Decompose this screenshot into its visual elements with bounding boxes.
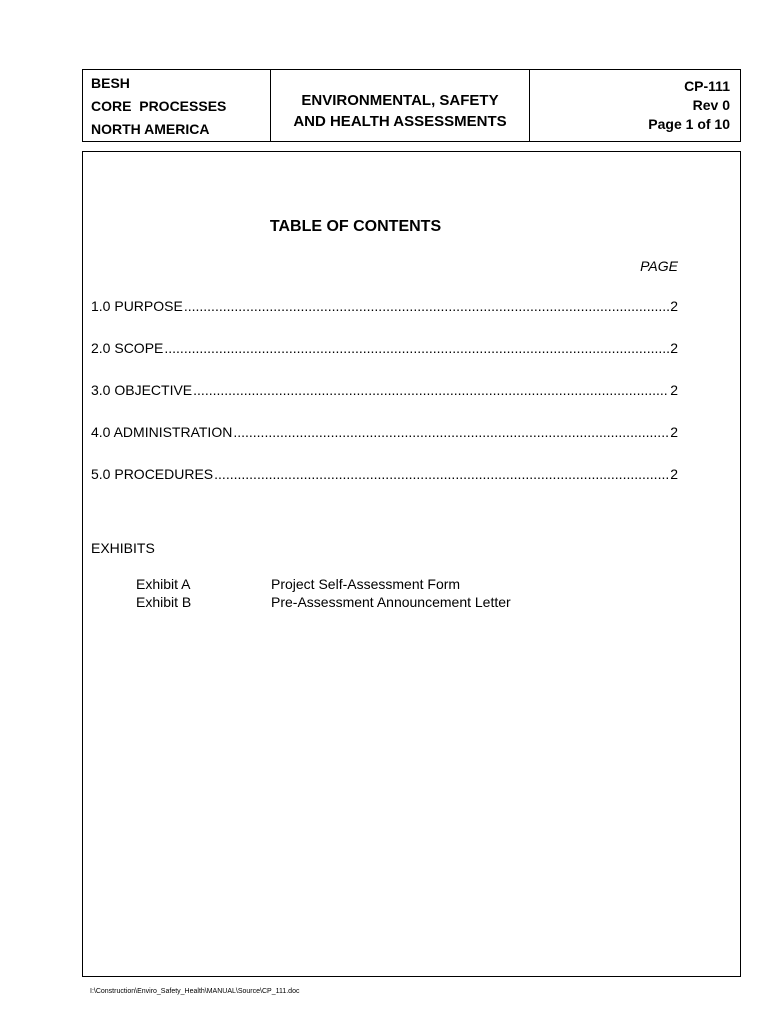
header-org-line: CORE PROCESSES (91, 98, 227, 114)
header-doc-info (530, 70, 740, 141)
exhibit-id: Exhibit A (136, 576, 191, 592)
exhibit-item (136, 593, 511, 611)
content-frame (82, 151, 741, 977)
toc-entry-page: 2 (670, 382, 678, 398)
toc-entry-label: 1.0 PURPOSE (91, 298, 183, 314)
toc-entry-page: 2 (670, 466, 678, 482)
toc-list (91, 298, 678, 508)
doc-page-info: Page 1 of 10 (648, 116, 730, 132)
document-header (82, 69, 741, 142)
toc-leader-dots (193, 382, 669, 398)
doc-revision: Rev 0 (692, 97, 730, 113)
toc-entry[interactable] (91, 298, 678, 340)
toc-leader-dots (164, 340, 669, 356)
header-org-line: NORTH AMERICA (91, 121, 210, 137)
toc-entry-page: 2 (670, 424, 678, 440)
header-organization (83, 70, 271, 141)
toc-leader-dots (233, 424, 669, 440)
toc-page-column-label: PAGE (640, 258, 678, 274)
toc-entry-page: 2 (670, 298, 678, 314)
header-title (271, 70, 530, 141)
toc-entry[interactable] (91, 424, 678, 466)
exhibit-title: Pre-Assessment Announcement Letter (271, 594, 511, 610)
footer-file-path: I:\Construction\Enviro_Safety_Health\MANUAL\Source\CP_111.doc (90, 988, 300, 995)
toc-entry-label: 5.0 PROCEDURES (91, 466, 214, 482)
header-title-line: AND HEALTH ASSESSMENTS (293, 112, 507, 130)
exhibit-title: Project Self-Assessment Form (271, 576, 461, 592)
toc-entry[interactable] (91, 382, 678, 424)
header-title-line: ENVIRONMENTAL, SAFETY (301, 91, 499, 109)
doc-id: CP-111 (684, 78, 730, 94)
toc-entry-page: 2 (670, 340, 678, 356)
toc-entry-label: 4.0 ADMINISTRATION (91, 424, 233, 440)
toc-entry[interactable] (91, 340, 678, 382)
toc-leader-dots (214, 466, 669, 482)
exhibit-item (136, 575, 511, 593)
toc-leader-dots (184, 298, 669, 314)
exhibits-heading: EXHIBITS (91, 540, 155, 556)
exhibit-id: Exhibit B (136, 594, 192, 610)
toc-entry-label: 3.0 OBJECTIVE (91, 382, 193, 398)
toc-title: TABLE OF CONTENTS (269, 218, 442, 235)
header-org-line: BESH (91, 75, 130, 91)
toc-entry[interactable] (91, 466, 678, 508)
toc-entry-label: 2.0 SCOPE (91, 340, 164, 356)
exhibits-list (136, 575, 511, 611)
